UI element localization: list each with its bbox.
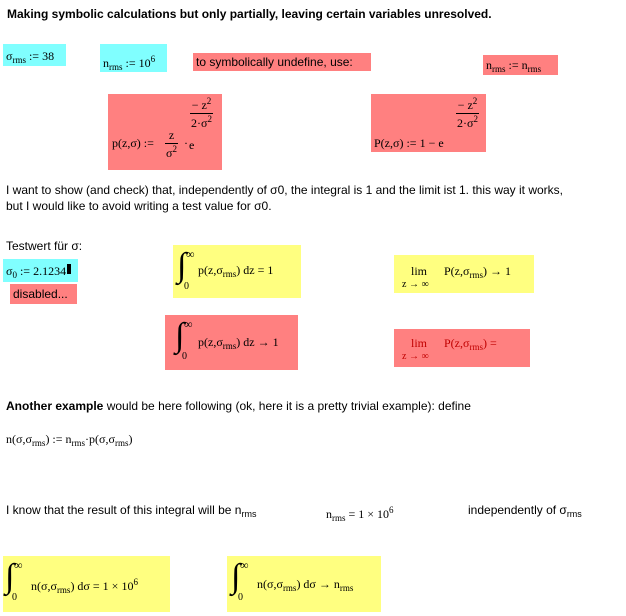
exp-denominator: $2\cdot\sigma^2$ [457,114,478,130]
integrand: p(z,σ [198,335,223,349]
integral-result: ) dσ → n [296,577,340,591]
rms-subscript: rms [282,583,297,593]
rms-subscript: rms [492,64,506,74]
n-rms-evaluation[interactable]: $n_{rms} = 1 \times 10^6$ [326,505,394,523]
test-value-label: Testwert für σ: [6,239,83,253]
disabled-note [10,284,77,304]
integral-result: ) dz → 1 [236,335,279,349]
p-lhs: p(z,σ) := [112,136,154,150]
page-title: Making symbolic calculations but only partially, leaving certain variables unresolved. [7,7,492,21]
disabled-label: disabled... [13,287,68,301]
integral-p-symbolic[interactable]: ∫ ∞ 0 $p(z,\sigma_{rms})$ dz → 1 [165,315,298,370]
n-rms-definition[interactable] [100,44,167,72]
rms-subscript: rms [56,585,71,595]
integral-n-symbolic[interactable]: ∫ ∞ 0 $n(\sigma,\sigma_{rms}) d\sigma \to n_{rms}$ [227,556,381,612]
integral-n-numeric[interactable]: ∫ ∞ 0 $n(\sigma,\sigma_{rms}) d\sigma = 1 \times 10^6$ [3,556,170,612]
n-rms-value: := 10 [122,56,151,70]
result-text: I know that the result of this integral will be $n_{rms}$ [6,503,257,519]
assign-n: := n [505,58,528,72]
integral-result: ) dz = 1 [236,263,274,277]
limit-expression: P(z,σ [444,264,470,278]
exponent: 6 [133,577,138,587]
n-symbol: n [486,58,492,72]
example-bold: Another example [6,399,104,413]
exponent: 6 [150,54,156,64]
dot: · [184,136,188,150]
limit-result: ) → 1 [482,264,511,278]
integrand: n(σ,σ [257,577,283,591]
undefine-text: to symbolically undefine, use: [196,55,353,69]
text-cursor [67,264,71,274]
integral-p-equals-one[interactable]: ∫ ∞ 0 $p(z,\sigma_{rms})$ dz = 1 [173,245,301,298]
lim-operator: lim [411,336,428,350]
n-symbol: n [103,56,109,70]
cdf-exponent-fraction [456,96,479,131]
p-fraction [165,128,178,161]
undefine-note [193,53,371,71]
p-denominator: $\sigma^2$ [166,144,177,160]
integrand: n(σ,σ [31,579,57,593]
limit-P-symbolic[interactable] [394,329,530,367]
lim-subscript: z → ∞ [402,351,429,362]
lim-operator: lim [411,264,428,278]
sigma-symbol: σ [6,49,13,63]
exp-numerator: − $z^2$ [457,96,478,112]
cdf-function-definition[interactable] [371,94,486,152]
rms-subscript: rms [339,583,354,593]
p-function-definition[interactable] [108,94,222,170]
p-numerator: z [165,128,178,144]
integrand: p(z,σ [198,263,223,277]
exp-base: e [189,138,195,152]
cdf-lhs: P(z,σ) := 1 − e [374,136,444,150]
rms-subscript: rms [469,342,483,352]
integral-result: ) dσ = 1 × 10 [70,579,134,593]
limit-P-equals-one[interactable] [394,255,534,293]
example-rest: would be here following (ok, here it is a pretty trivial example): define [103,399,471,413]
zero-subscript: 0 [12,270,17,280]
sigma0-value: := 2.1234 [16,264,67,278]
rms-subscript: rms [469,270,483,280]
sigma0-definition[interactable] [3,259,78,282]
n-function-definition[interactable]: $n(\sigma,\sigma_{rms})$ := $n_{rms}\cdot p(\sigma,\sigma_{rms})$ [6,432,133,448]
independence-note: independently of $\sigma_{rms}$ [468,503,582,519]
sigma-rms-value: := 38 [25,49,55,63]
example-intro [6,399,471,413]
explanation-line-2: but I would like to avoid writing a test value for σ0. [6,199,272,213]
limit-expression: P(z,σ [444,336,470,350]
sigma-symbol: σ [6,264,13,278]
lim-subscript: z → ∞ [402,279,429,290]
exp-denominator: $2\cdot\sigma^2$ [191,114,212,130]
rms-subscript: rms [222,269,237,279]
rms-subscript: rms [527,64,542,74]
undefine-definition[interactable] [483,55,558,75]
p-exponent-fraction [190,96,213,131]
rms-subscript: rms [222,341,237,351]
rms-subscript: rms [109,62,123,72]
rms-subscript: rms [12,55,26,65]
explanation-line-1: I want to show (and check) that, independently of σ0, the integral is 1 and the limit ist 1. this way it works, [6,183,564,197]
exp-numerator: − $z^2$ [191,96,212,112]
limit-result: ) = [482,336,497,350]
sigma-rms-definition[interactable] [3,44,66,66]
